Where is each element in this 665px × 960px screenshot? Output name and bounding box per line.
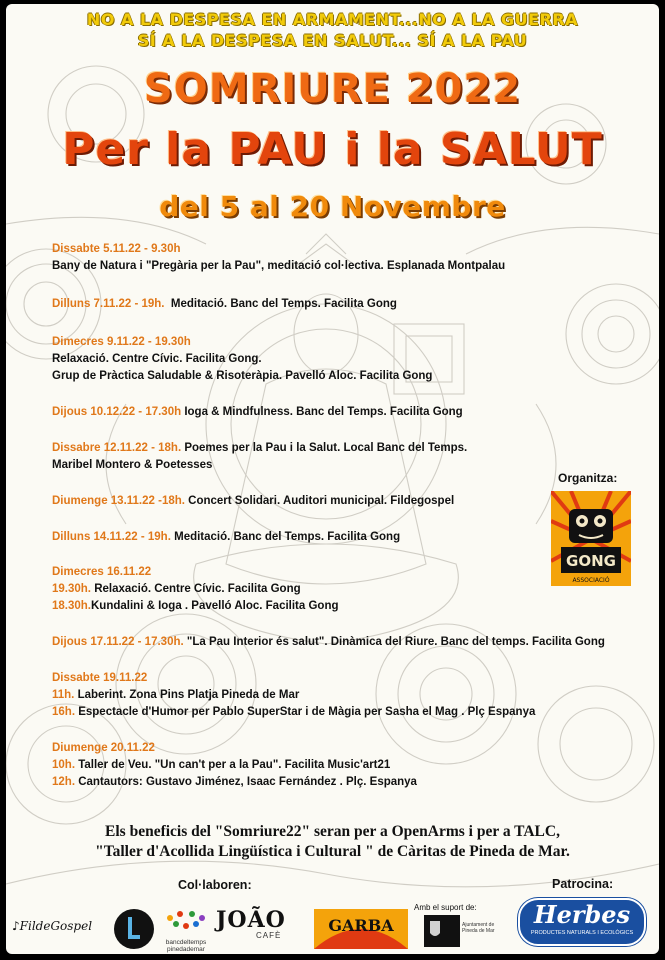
event-description: Poemes per la Pau i la Salut. Local Banc del Temps. <box>184 442 468 454</box>
event-date: Diumenge 13.11.22 -18h. <box>52 495 185 507</box>
event-description: Meditació. Banc del Temps. Facilita Gong <box>174 531 401 543</box>
event-item <box>52 440 467 474</box>
event-time: 11h. <box>52 689 75 701</box>
banc-del-temps-icon <box>160 906 212 934</box>
collaborate-label: Col·laboren: <box>178 878 252 892</box>
event-description: Maribel Montero & Poetesses <box>52 459 213 471</box>
beneficiaries-text <box>6 822 659 862</box>
event-item <box>52 670 535 721</box>
event-date: Dijous 17.11.22 - 17.30h. <box>52 636 184 648</box>
svg-text:GARBA: GARBA <box>328 916 394 935</box>
event-description: Cantautors: Gustavo Jiménez, Isaac Fernández . Plç. Espanya <box>78 776 417 788</box>
herbes-logo <box>518 898 646 946</box>
banc-del-temps-logo: bancdeltemps pinedademar <box>160 906 212 952</box>
event-item <box>52 529 400 546</box>
fildegospel-logo: ♪FildeGospel <box>12 919 93 933</box>
event-date: Dimecres 16.11.22 <box>52 566 152 578</box>
event-date: Dissabre 12.11.22 - 18h. <box>52 442 182 454</box>
event-item <box>52 493 454 510</box>
beneficiaries-line-2: "Taller d'Acollida Lingüística i Cultural " de Càritas de Pineda de Mar. <box>95 843 570 860</box>
coat-of-arms-icon <box>424 915 460 947</box>
event-date: Dilluns 14.11.22 - 19h. <box>52 531 171 543</box>
gong-logo-text: GONG <box>566 552 616 570</box>
slogan-line-2: SÍ A LA DESPESA EN SALUT... SÍ A LA PAU <box>137 31 528 50</box>
slogan-line-1: NO A LA DESPESA EN ARMAMENT...NO A LA GUERRA <box>86 10 579 29</box>
gong-logo-subtext: ASSOCIACIÓ <box>572 577 610 584</box>
beneficiaries-line-1: Els beneficis del "Somriure22" seran per a OpenArms i per a TALC, <box>105 823 560 840</box>
event-item <box>52 634 605 651</box>
event-description: Espectacle d'Humor per Pablo SuperStar i de Màgia per Sasha el Mag . Plç Espanya <box>78 706 536 718</box>
poster <box>6 4 659 954</box>
organizer-label: Organitza: <box>558 471 618 485</box>
event-item <box>52 564 339 615</box>
event-description: Ioga & Mindfulness. Banc del Temps. Facilita Gong <box>184 406 463 418</box>
event-item <box>52 296 397 313</box>
event-time: 16h. <box>52 706 76 718</box>
event-date: Dijous 10.12.22 - 17.30h <box>52 406 182 418</box>
event-subtitle: Per la PAU i la SALUT <box>62 124 603 175</box>
support-label: Amb el suport de: <box>414 903 477 912</box>
event-description: Kundalini & Ioga . Pavelló Aloc. Facilita Gong <box>91 600 339 612</box>
event-description: Concert Solidari. Auditori municipal. Fildegospel <box>188 495 455 507</box>
event-time: 10h. <box>52 759 76 771</box>
event-item <box>52 404 463 421</box>
ajuntament-logo <box>424 915 460 947</box>
sponsor-label: Patrocina: <box>552 877 614 891</box>
event-description: Relaxació. Centre Cívic. Facilita Gong <box>94 583 301 595</box>
event-item <box>52 334 432 385</box>
event-date: Dimecres 9.11.22 - 19.30h <box>52 336 191 348</box>
circle-logo <box>112 907 156 951</box>
event-date: Dissabte 5.11.22 - 9.30h <box>52 243 181 255</box>
event-time: 12h. <box>52 776 76 788</box>
event-date: Dissabte 19.11.22 <box>52 672 148 684</box>
event-description: "La Pau Interior és salut". Dinàmica del Riure. Banc del temps. Facilita Gong <box>186 636 605 648</box>
event-description: Bany de Natura i "Pregària per la Pau", meditació col·lectiva. Esplanada Montpalau <box>52 260 506 272</box>
joao-cafe-label: CAFÈ <box>256 931 282 940</box>
herbes-logo-subtext: PRODUCTES NATURALS I ECOLÒGICS <box>530 930 634 936</box>
herbes-logo-text: Herbes <box>533 900 631 929</box>
event-item <box>52 241 505 275</box>
music-note-icon: ♪ <box>12 919 20 933</box>
event-time: 19.30h. <box>52 583 91 595</box>
event-description: Meditació. Banc del Temps. Facilita Gong <box>170 298 397 310</box>
garba-logo <box>314 909 408 949</box>
event-dates: del 5 al 20 Novembre <box>159 190 506 223</box>
gong-association-logo <box>551 491 631 586</box>
event-date: Dilluns 7.11.22 - 19h. <box>52 298 165 310</box>
event-description: Relaxació. Centre Cívic. Facilita Gong. <box>52 353 262 365</box>
event-description: Taller de Veu. "Un can't per a la Pau". Facilita Music'art21 <box>78 759 391 771</box>
event-description: Laberint. Zona Pins Platja Pineda de Mar <box>77 689 300 701</box>
event-title: SOMRIURE 2022 <box>143 66 522 112</box>
event-time: 18.30h. <box>52 600 91 612</box>
ajuntament-label: Ajuntament de Pineda de Mar <box>462 922 495 934</box>
event-description: Grup de Pràctica Saludable & Risoteràpia. Pavelló Aloc. Facilita Gong <box>52 370 433 382</box>
joao-logo: JOÃO <box>216 907 286 933</box>
event-item <box>52 740 417 791</box>
event-date: Diumenge 20.11.22 <box>52 742 155 754</box>
